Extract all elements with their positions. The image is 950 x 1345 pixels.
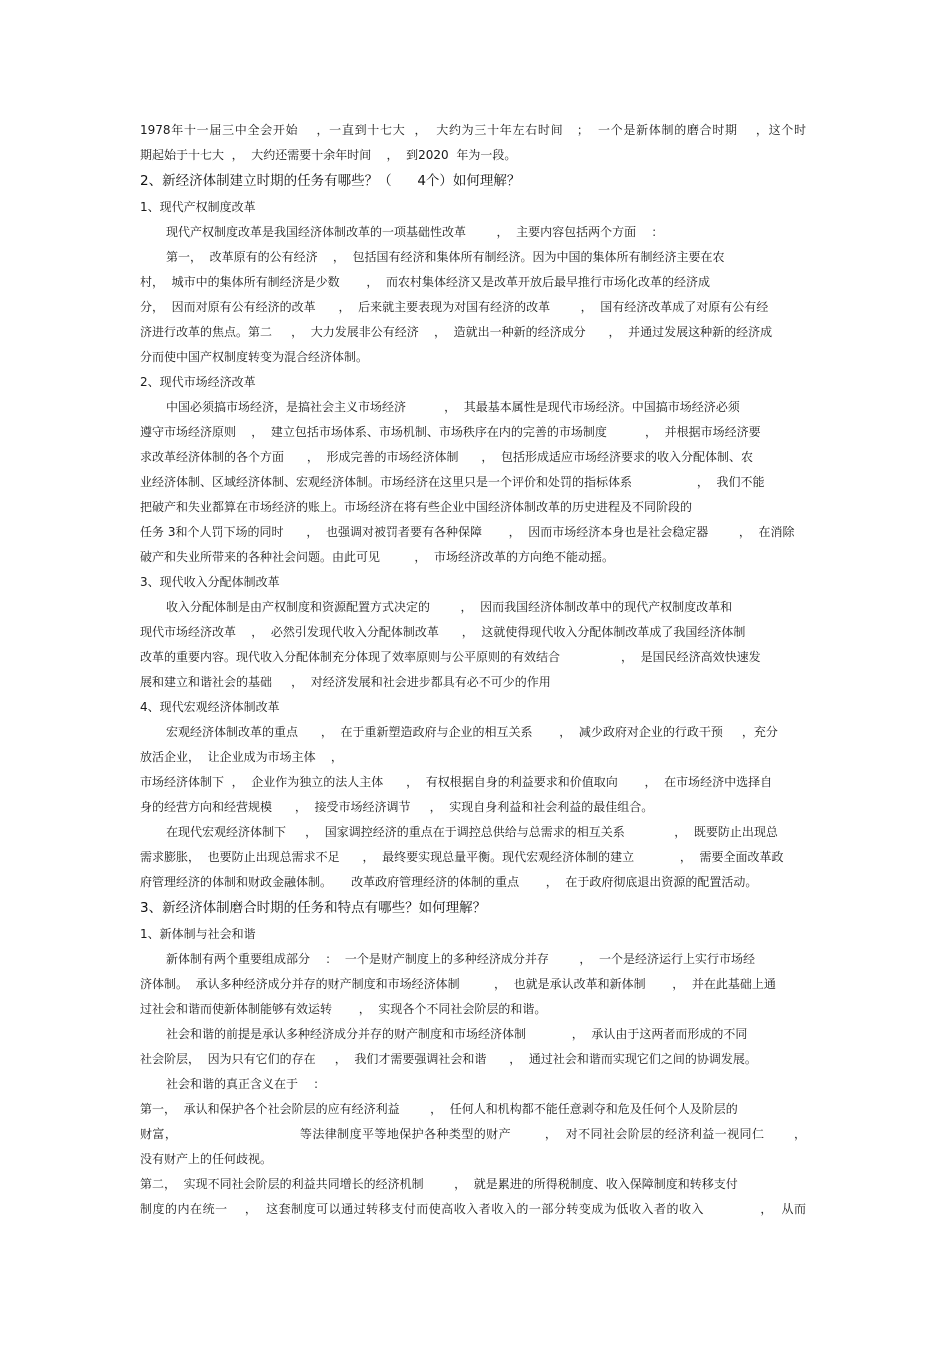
- text-line: 府管理经济的体制和财政金融体制。 改革政府管理经济的体制的重点 ， 在于政府彻底退出资源的配置活动。: [140, 875, 758, 889]
- section-heading: 2、新经济体制建立时期的任务有哪些？（ 4个）如何理解？: [140, 173, 521, 189]
- paragraph-first-line: 中国必须搞市场经济，是搞社会主义市场经济 ， 其最基本属性是现代市场经济。中国搞市场经济必须: [166, 400, 740, 414]
- section-heading: 3、新经济体制磨合时期的任务和特点有哪些？如何理解？: [140, 900, 487, 916]
- text-line: 分而使中国产权制度转变为混合经济体制。: [140, 350, 369, 364]
- paragraph-first-line: 社会和谐的前提是承认多种经济成分并存的财产制度和市场经济体制 ， 承认由于这两者而形成的不同: [166, 1027, 748, 1041]
- text-line: 济进行改革的焦点。第二 ， 大力发展非公有经济 ， 造就出一种新的经济成分 ， 并通过发展这种新的经济成: [140, 325, 773, 339]
- text-line: 求改革经济体制的各个方面 ， 形成完善的市场经济体制 ， 包括形成适应市场经济要求的收入分配体制、农: [140, 450, 754, 464]
- text-line: 村， 城市中的集体所有制经济是少数 ， 而农村集体经济又是改革开放后最早推行市场化改革的经济成: [140, 275, 710, 289]
- text-line: 市场经济体制下 ， 企业作为独立的法人主体 ， 有权根据自身的利益要求和价值取向 ， 在市场经济中选择自: [140, 775, 773, 789]
- paragraph-first-line: 第一， 改革原有的公有经济 ， 包括国有经济和集体所有制经济。因为中国的集体所有制经济主要在农: [166, 250, 725, 264]
- text-line: 期起始于十七大 ， 大约还需要十余年时间 ， 到2020 年为一段。: [140, 148, 517, 162]
- text-line: 过社会和谐而使新体制能够有效运转 ， 实现各个不同社会阶层的和谐。: [140, 1002, 547, 1016]
- paragraph-first-line: 宏观经济体制改革的重点 ， 在于重新塑造政府与企业的相互关系 ， 减少政府对企业的行政干预 ，充分: [166, 725, 778, 739]
- text-line: 身的经营方向和经营规模 ， 接受市场经济调节 ， 实现自身利益和社会利益的最佳组合。: [140, 800, 654, 814]
- paragraph-first-line: 收入分配体制是由产权制度和资源配置方式决定的 ， 因而我国经济体制改革中的现代产权制度改革和: [166, 600, 733, 614]
- text-line: 需求膨胀， 也要防止出现总需求不足 ， 最终要实现总量平衡。现代宏观经济体制的建立 ， 需要全面改革政: [140, 850, 784, 864]
- document-body: [140, 118, 806, 1222]
- subsection-heading: 3、现代收入分配体制改革: [140, 575, 280, 589]
- text-line: 第二， 实现不同社会阶层的利益共同增长的经济机制 ， 就是累进的所得税制度、收入保障制度和转移支付: [140, 1177, 738, 1191]
- text-line: 把破产和失业都算在市场经济的账上。市场经济在将有些企业中国经济体制改革的历史进程及不同阶段的: [140, 500, 693, 514]
- text-line: 改革的重要内容。现代收入分配体制充分体现了效率原则与公平原则的有效结合 ， 是国民经济高效快速发: [140, 650, 761, 664]
- text-line: 展和建立和谐社会的基础 ， 对经济发展和社会进步都具有必不可少的作用: [140, 675, 551, 689]
- text-line: 1978年十一届三中全会开始 ，一直到十七大 ， 大约为三十年左右时间 ； 一个是新体制的磨合时期 ，这个时: [140, 123, 806, 137]
- subsection-heading: 4、现代宏观经济体制改革: [140, 700, 280, 714]
- text-line: 济体制。 承认多种经济成分并存的财产制度和市场经济体制 ， 也就是承认改革和新体制 ， 并在此基础上通: [140, 977, 776, 991]
- paragraph-first-line: 现代产权制度改革是我国经济体制改革的一项基础性改革 ， 主要内容包括两个方面 ：: [166, 225, 664, 239]
- text-line: 现代市场经济改革 ， 必然引发现代收入分配体制改革 ， 这就使得现代收入分配体制改革成了我国经济体制: [140, 625, 746, 639]
- text-line: 社会阶层， 因为只有它们的存在 ， 我们才需要强调社会和谐 ， 通过社会和谐而实现它们之间的协调发展。: [140, 1052, 757, 1066]
- paragraph-first-line: 社会和谐的真正含义在于 ：: [166, 1077, 326, 1091]
- text-line: 财富， 等法律制度平等地保护各种类型的财产 ， 对不同社会阶层的经济利益一视同仁 ，: [140, 1127, 806, 1141]
- text-line: 业经济体制、区域经济体制、宏观经济体制。市场经济在这里只是一个评价和处罚的指标体系 ， 我们不能: [140, 475, 765, 489]
- text-line: 遵守市场经济原则 ， 建立包括市场体系、市场机制、市场秩序在内的完善的市场制度 ， 并根据市场经济要: [140, 425, 761, 439]
- text-line: 制度的内在统一 ， 这套制度可以通过转移支付而使高收入者收入的一部分转变成为低收入者的收入 ， 从而: [140, 1202, 806, 1216]
- paragraph-first-line: 在现代宏观经济体制下 ， 国家调控经济的重点在于调控总供给与总需求的相互关系 ， 既要防止出现总: [166, 825, 778, 839]
- text-line: 没有财产上的任何歧视。: [140, 1152, 273, 1166]
- text-line: 破产和失业所带来的各种社会问题。由此可见 ， 市场经济改革的方向绝不能动摇。: [140, 550, 614, 564]
- text-line: 分， 因而对原有公有经济的改革 ， 后来就主要表现为对国有经济的改革 ， 国有经济改革成了对原有公有经: [140, 300, 769, 314]
- text-line: 任务 3和个人罚下场的同时 ， 也强调对被罚者要有各种保障 ， 因而市场经济本身也是社会稳定器 ， 在消除: [140, 525, 795, 539]
- text-line: 放活企业， 让企业成为市场主体 ，: [140, 750, 343, 764]
- text-line: 第一， 承认和保护各个社会阶层的应有经济利益 ， 任何人和机构都不能任意剥夺和危及任何个人及阶层的: [140, 1102, 738, 1116]
- paragraph-first-line: 新体制有两个重要组成部分 ： 一个是财产制度上的多种经济成分并存 ， 一个是经济运行上实行市场经: [166, 952, 756, 966]
- subsection-heading: 1、新体制与社会和谐: [140, 927, 256, 941]
- subsection-heading: 2、现代市场经济改革: [140, 375, 256, 389]
- subsection-heading: 1、现代产权制度改革: [140, 200, 256, 214]
